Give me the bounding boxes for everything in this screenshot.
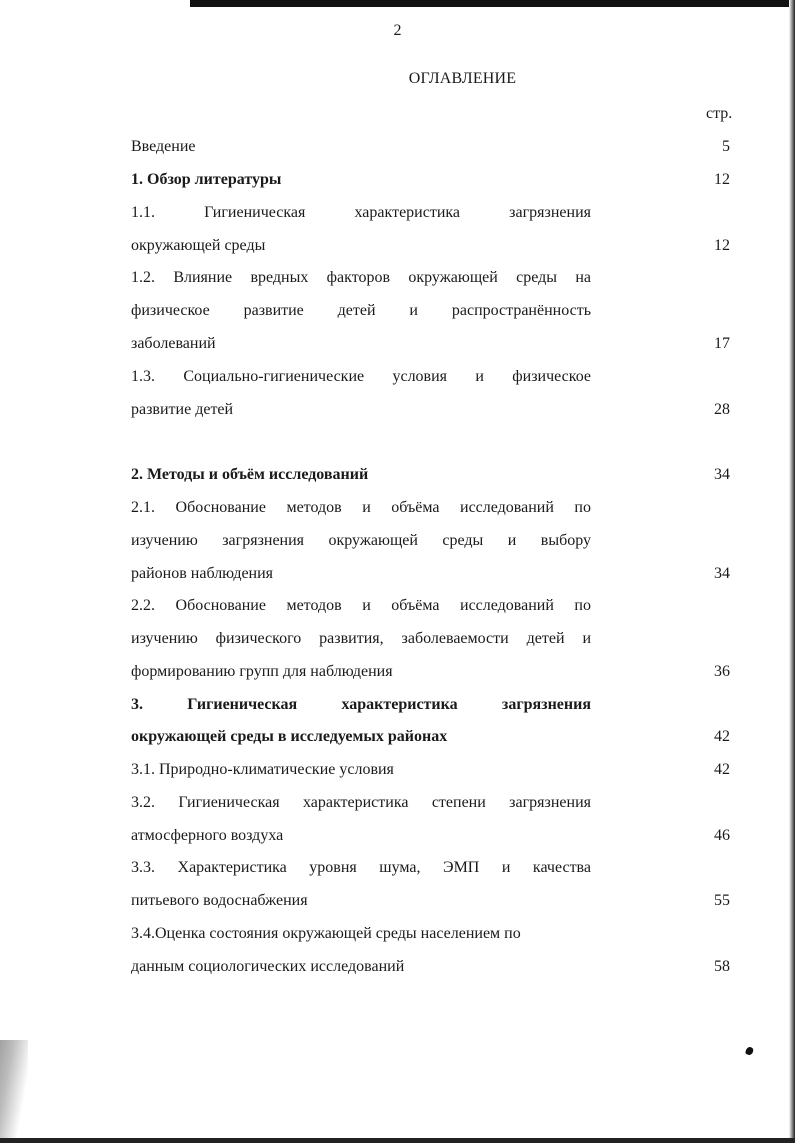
toc-line: 3.4.Оценка состояния окружающей среды населением по [131, 925, 521, 942]
toc-line: 1.3. Социально-гигиенические условия и физическое [131, 368, 591, 385]
toc-line: 3. Гигиеническая характеристика загрязнения [131, 696, 591, 713]
toc-line: 3.2. Гигиеническая характеристика степени загрязнения [131, 794, 591, 811]
toc-line: 1.2. Влияние вредных факторов окружающей среды на [131, 269, 591, 286]
toc-page-number: 58 [714, 958, 730, 975]
toc-line: районов наблюдения [131, 565, 274, 582]
toc-page-number: 5 [722, 138, 730, 155]
toc-line: Введение [131, 138, 196, 155]
page-column-label: стр. [706, 105, 733, 122]
toc-page-number: 46 [714, 827, 730, 844]
toc-page-number: 28 [714, 401, 730, 418]
toc-line: 2. Методы и объём исследований [131, 466, 369, 483]
toc-page-number: 55 [714, 892, 730, 909]
page-title: ОГЛАВЛЕНИЕ [408, 70, 517, 87]
toc-line: 2.2. Обоснование методов и объёма исследований по [131, 597, 591, 614]
toc-page-number: 12 [714, 171, 730, 188]
scan-border-right [789, 0, 795, 1143]
toc-line: изучению физического развития, заболеваемости детей и [131, 630, 591, 647]
toc-page-number: 42 [714, 728, 730, 745]
toc-page-number: 42 [714, 761, 730, 778]
scan-shadow-left [0, 1040, 28, 1143]
toc-line: окружающей среды [131, 237, 266, 254]
toc-page-number: 34 [714, 466, 730, 483]
page-number: 2 [393, 22, 402, 39]
toc-line: 1.1. Гигиеническая характеристика загрязнения [131, 204, 591, 221]
toc-page-number: 36 [714, 663, 730, 680]
toc-line: окружающей среды в исследуемых районах [131, 728, 448, 745]
toc-line: формированию групп для наблюдения [131, 663, 393, 680]
toc-line: 3.3. Характеристика уровня шума, ЭМП и качества [131, 859, 591, 876]
toc-line: 3.1. Природно-климатические условия [131, 761, 394, 778]
toc-page-number: 17 [714, 335, 730, 352]
toc-line: атмосферного воздуха [131, 827, 284, 844]
scan-border-top [190, 0, 795, 7]
toc-line: питьевого водоснабжения [131, 892, 308, 909]
toc-page-number: 34 [714, 565, 730, 582]
scan-speck [745, 1046, 754, 1056]
toc-page-number: 12 [714, 237, 730, 254]
toc-line: данным социологических исследований [131, 958, 405, 975]
toc-line: заболеваний [131, 335, 216, 352]
toc-line: физическое развитие детей и распространённость [131, 302, 591, 319]
toc-line: изучению загрязнения окружающей среды и выбору [131, 532, 591, 549]
scan-border-bottom [0, 1138, 795, 1143]
toc-line: 2.1. Обоснование методов и объёма исследований по [131, 499, 591, 516]
toc-line: 1. Обзор литературы [131, 171, 282, 188]
toc-line: развитие детей [131, 401, 234, 418]
